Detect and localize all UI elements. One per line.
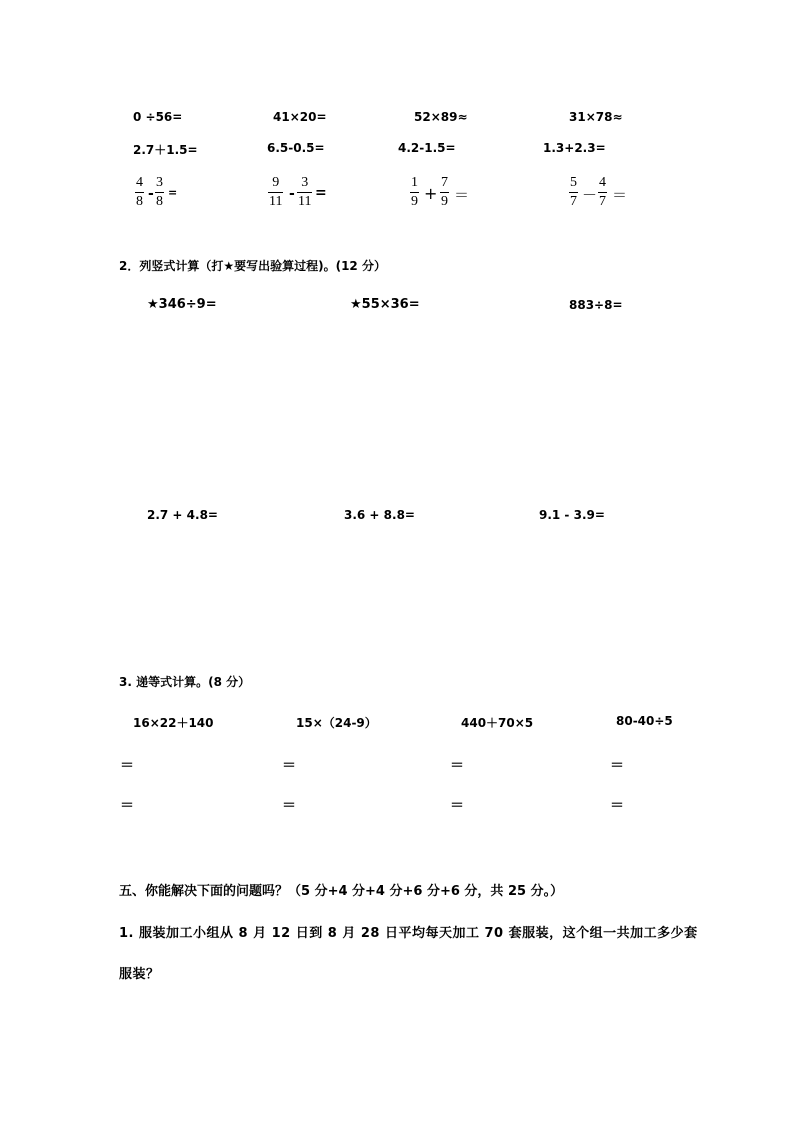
operator: － — [582, 186, 598, 204]
numerator: 9 — [272, 175, 280, 190]
s3-expr-4: 80-40÷5 — [616, 714, 673, 728]
fraction — [268, 175, 283, 210]
equals: = — [168, 186, 178, 199]
s3-eq-1a: ＝ — [120, 758, 134, 774]
denominator: 9 — [441, 194, 448, 209]
numerator: 7 — [441, 175, 448, 190]
fraction — [410, 175, 419, 210]
fraction — [155, 175, 164, 210]
equals: ＝ — [612, 186, 628, 204]
oral-r2-c4: 1.3+2.3= — [543, 141, 606, 155]
numerator: 4 — [599, 175, 606, 190]
s3-eq-3b: ＝ — [450, 798, 464, 814]
s3-expr-1: 16×22＋140 — [133, 716, 214, 730]
oral-r1-c1: 0 ÷56= — [133, 110, 183, 124]
fraction — [440, 175, 449, 210]
question-1-line-2: 服装？ — [119, 967, 160, 982]
s3-eq-2b: ＝ — [282, 798, 296, 814]
s2-r1-c2: ★55×36= — [350, 297, 420, 312]
s2-r1-c3: 883÷8= — [569, 298, 623, 312]
s3-eq-2a: ＝ — [282, 758, 296, 774]
s3-eq-4b: ＝ — [610, 798, 624, 814]
fraction — [297, 175, 312, 210]
fraction — [569, 175, 578, 210]
section2-heading: 2．列竖式计算（打★要写出验算过程)。(12 分） — [119, 259, 386, 273]
s3-expr-2: 15×（24-9） — [296, 716, 377, 730]
denominator: 9 — [411, 194, 418, 209]
denominator: 8 — [156, 194, 163, 209]
oral-r2-c2: 6.5-0.5= — [267, 141, 325, 155]
operator: - — [148, 186, 154, 202]
oral-r2-c3: 4.2-1.5= — [398, 141, 456, 155]
section5-heading: 五、你能解决下面的问题吗？（5 分+4 分+4 分+6 分+6 分，共 25 分。） — [119, 884, 564, 899]
denominator: 8 — [136, 194, 143, 209]
operator: - — [289, 186, 295, 202]
denominator: 7 — [599, 194, 606, 209]
s3-eq-3a: ＝ — [450, 758, 464, 774]
numerator: 1 — [411, 175, 418, 190]
section3-heading: 3. 递等式计算。(8 分） — [119, 675, 251, 689]
numerator: 5 — [570, 175, 577, 190]
s2-r2-c1: 2.7 + 4.8= — [147, 508, 218, 522]
denominator: 11 — [269, 194, 283, 209]
numerator: 3 — [301, 175, 309, 190]
s3-expr-3: 440＋70×5 — [461, 716, 534, 730]
oral-r1-c2: 41×20= — [273, 110, 327, 124]
s2-r2-c2: 3.6 + 8.8= — [344, 508, 415, 522]
oral-r2-c1: 2.7＋1.5= — [133, 143, 198, 157]
fraction — [598, 175, 607, 210]
operator: + — [424, 184, 438, 203]
oral-r1-c4: 31×78≈ — [569, 110, 623, 124]
equals: ＝ — [454, 186, 470, 204]
s2-r1-c1: ★346÷9= — [147, 297, 217, 312]
numerator: 3 — [156, 175, 163, 190]
denominator: 7 — [570, 194, 577, 209]
denominator: 11 — [298, 194, 312, 209]
s3-eq-4a: ＝ — [610, 758, 624, 774]
s2-r2-c3: 9.1 - 3.9= — [539, 508, 605, 522]
numerator: 4 — [136, 175, 143, 190]
oral-r1-c3: 52×89≈ — [414, 110, 468, 124]
question-1-line-1: 1. 服装加工小组从 8 月 12 日到 8 月 28 日平均每天加工 70 套服装，这个组一共加工多少套 — [119, 926, 698, 941]
s3-eq-1b: ＝ — [120, 798, 134, 814]
fraction — [135, 175, 144, 210]
equals: = — [315, 185, 327, 201]
